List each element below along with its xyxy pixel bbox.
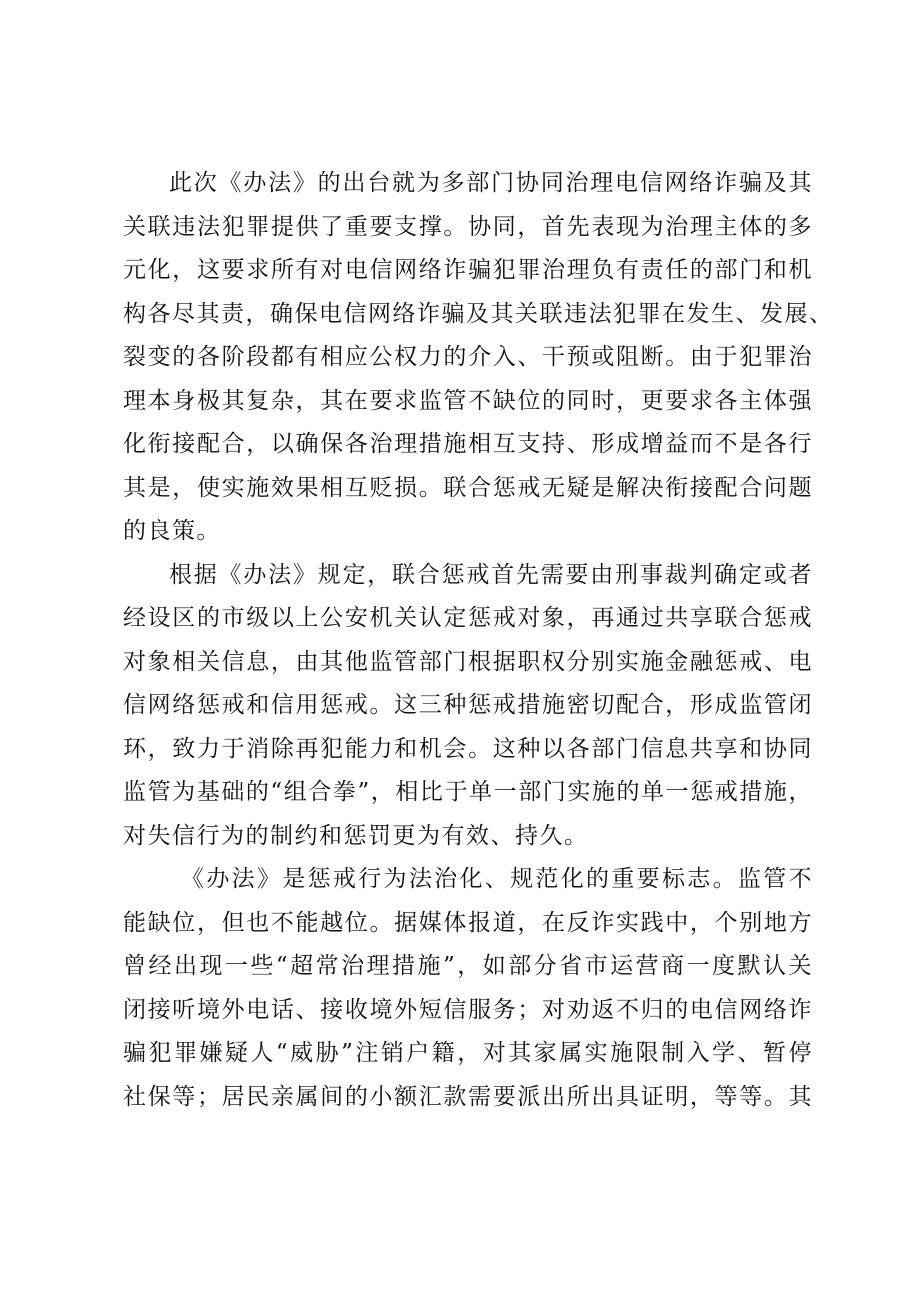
text-line: 对失信行为的制约和惩罚更为有效、持久。 [123, 822, 589, 849]
text-line: 信网络惩戒和信用惩戒。这三种惩戒措施密切配合，形成监管闭 [123, 692, 813, 718]
text-line: 《办法》是惩戒行为法治化、规范化的重要标志。监管不 [181, 866, 813, 892]
text-line: 的良策。 [123, 518, 221, 544]
text-line: 构各尽其责，确保电信网络诈骗及其关联违法犯罪在发生、发展、 [123, 300, 834, 327]
text-line: 裂变的各阶段都有相应公权力的介入、干预或阻断。由于犯罪治 [123, 344, 813, 370]
text-line: 社保等；居民亲属间的小额汇款需要派出所出具证明，等等。其 [123, 1083, 813, 1110]
text-line: 对象相关信息，由其他监管部门根据职权分别实施金融惩戒、电 [123, 648, 813, 675]
text-line: 其是，使实施效果相互贬损。联合惩戒无疑是解决衔接配合问题 [123, 474, 813, 501]
text-line: 能缺位，但也不能越位。据媒体报道，在反诈实践中，个别地方 [123, 909, 813, 936]
text-line: 关联违法犯罪提供了重要支撑。协同，首先表现为治理主体的多 [123, 213, 813, 240]
text-line: 经设区的市级以上公安机关认定惩戒对象，再通过共享联合惩戒 [123, 605, 813, 631]
text-line: 元化，这要求所有对电信网络诈骗犯罪治理负有责任的部门和机 [123, 257, 813, 283]
text-line: 化衔接配合，以确保各治理措施相互支持、形成增益而不是各行 [123, 431, 813, 457]
text-line: 理本身极其复杂，其在要求监管不缺位的同时，更要求各主体强 [123, 387, 813, 414]
text-line: 环，致力于消除再犯能力和机会。这种以各部门信息共享和协同 [123, 735, 813, 762]
paragraph-3 [123, 858, 813, 1119]
text-line: 闭接听境外电话、接收境外短信服务；对劝返不归的电信网络诈 [123, 996, 813, 1023]
text-line: 曾经出现一些“超常治理措施”，如部分省市运营商一度默认关 [123, 953, 813, 979]
text-line: 此次《办法》的出台就为多部门协同治理电信网络诈骗及其 [169, 170, 813, 196]
document-body [123, 162, 834, 1119]
paragraph-1 [123, 162, 834, 554]
text-line: 根据《办法》规定，联合惩戒首先需要由刑事裁判确定或者 [169, 561, 813, 588]
paragraph-2 [123, 554, 813, 859]
text-line: 监管为基础的“组合拳”，相比于单一部门实施的单一惩戒措施， [123, 779, 813, 805]
text-line: 骗犯罪嫌疑人“威胁”注销户籍，对其家属实施限制入学、暂停 [123, 1040, 813, 1066]
